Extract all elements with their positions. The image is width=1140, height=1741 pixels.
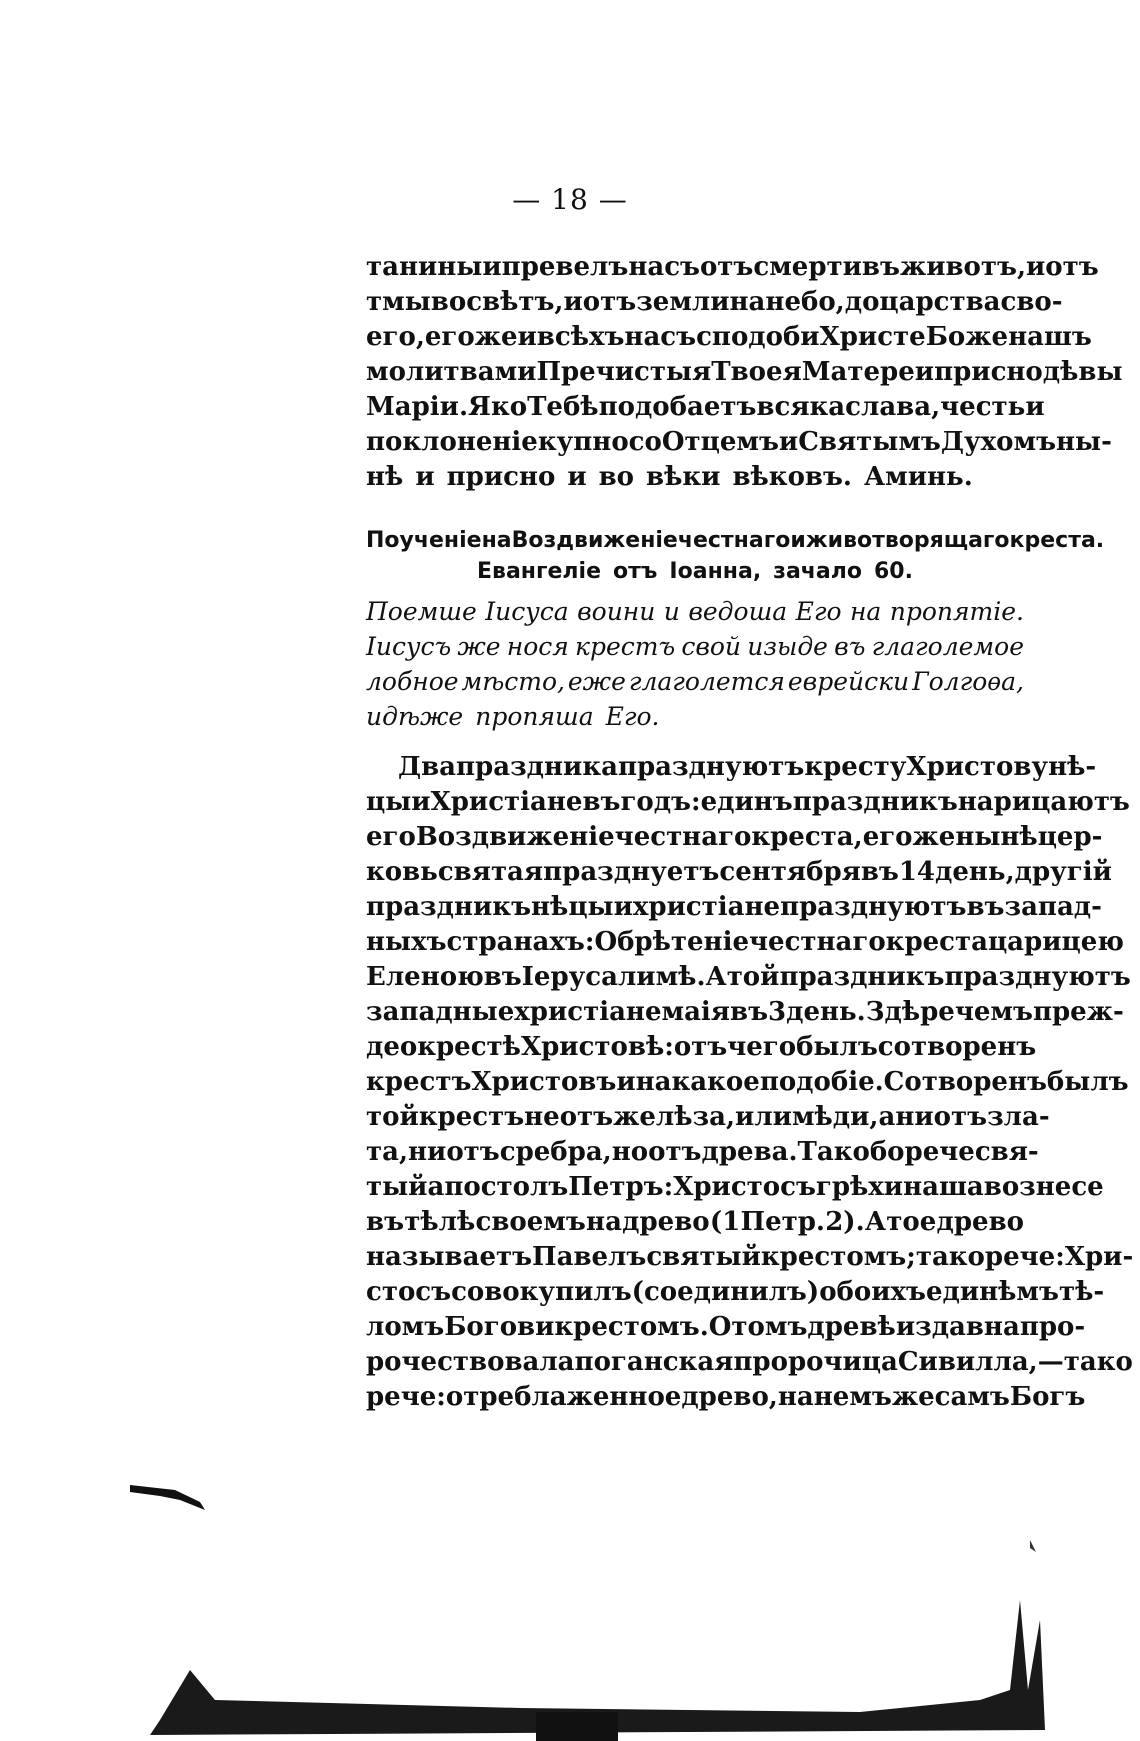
word: издавна <box>895 1312 1020 1342</box>
word: тый <box>366 1172 428 1202</box>
epigraph-line <box>366 629 1024 664</box>
word: Святымъ <box>798 427 941 457</box>
text-line <box>366 890 1102 925</box>
word: и <box>663 597 680 626</box>
word: де <box>366 1032 400 1062</box>
word: еже <box>567 667 626 696</box>
word: нѣ- <box>1048 752 1097 782</box>
word: свя- <box>974 1137 1039 1167</box>
word: ни <box>895 1102 934 1132</box>
word: А <box>864 1207 887 1237</box>
word: танины <box>366 252 483 282</box>
text-line <box>366 960 1131 995</box>
word: зачало <box>773 559 862 584</box>
word: праздника <box>456 752 618 782</box>
word: и <box>563 287 583 317</box>
word: тмы <box>366 287 431 317</box>
word: Богъ <box>1009 1382 1086 1412</box>
word: апостолъ <box>427 1172 569 1202</box>
word: день. <box>786 997 866 1027</box>
word: въ <box>366 1207 405 1237</box>
word: Воздвиженіе <box>511 528 678 553</box>
word: Его. <box>605 702 660 731</box>
word: Его <box>795 597 842 626</box>
word: Іерусалимѣ. <box>521 962 706 992</box>
word: царства <box>879 287 1001 317</box>
word: еврейски <box>787 667 910 696</box>
word: нашъ <box>1008 322 1092 352</box>
word: же <box>891 1382 935 1412</box>
word: Здѣ <box>865 997 921 1027</box>
text-line <box>366 925 1124 960</box>
word: наша <box>903 1172 984 1202</box>
word: Поученіе <box>366 528 482 553</box>
word: насъ <box>624 322 697 352</box>
heading-gospel <box>366 554 1024 589</box>
word: егоже <box>424 322 518 352</box>
word: и <box>567 462 587 492</box>
word: и <box>790 528 806 553</box>
word: во <box>598 462 635 492</box>
word: зла- <box>987 1102 1050 1132</box>
word: въ <box>730 997 769 1027</box>
word: и <box>415 462 435 492</box>
word: совокупилъ <box>451 1277 632 1307</box>
word: былъ <box>1046 1067 1129 1097</box>
word: животъ, <box>899 252 1026 282</box>
word: въ <box>861 252 900 282</box>
word: въ <box>582 787 621 817</box>
word: Два <box>398 752 457 782</box>
word: во <box>430 287 467 317</box>
word: своемъ <box>475 1207 586 1237</box>
word: и <box>778 427 799 457</box>
word: Хри- <box>1064 1242 1134 1272</box>
word: преж- <box>1032 997 1124 1027</box>
word: честь <box>940 392 1026 422</box>
word: на <box>481 528 512 553</box>
word: отъ <box>673 1032 728 1062</box>
word: Христе <box>819 322 926 352</box>
word: лобное <box>366 667 459 696</box>
word: отъ <box>1045 252 1099 282</box>
word: тое <box>886 1207 937 1237</box>
word: отъ <box>446 1137 500 1167</box>
word: крестъ <box>366 1067 472 1097</box>
word: западные <box>366 997 515 1027</box>
word: свѣтъ, <box>466 287 564 317</box>
word: отъ <box>582 287 637 317</box>
word: Іисуса <box>485 597 569 626</box>
word: Сивилла, <box>897 1347 1038 1377</box>
word: тако <box>915 1242 985 1272</box>
text-line <box>366 390 1045 425</box>
text-line <box>366 785 1130 820</box>
word: креста <box>885 927 988 957</box>
word: креста. <box>1009 528 1105 553</box>
word: изыде <box>747 632 828 661</box>
word: Воздвиженіе <box>415 822 615 852</box>
word: странахъ: <box>446 927 595 957</box>
text-line <box>366 1310 1086 1345</box>
word: томъ <box>731 1312 808 1342</box>
word: единѣмъ <box>925 1277 1059 1307</box>
word: идѣже <box>366 702 464 731</box>
text-line <box>366 1135 1039 1170</box>
paragraph-continuation <box>366 250 1123 495</box>
word: честнаго <box>677 528 791 553</box>
word: отъ <box>559 1102 614 1132</box>
word: на <box>729 287 766 317</box>
word: Евангеліе <box>477 559 602 584</box>
word: на <box>586 1207 622 1237</box>
word: 2). <box>825 1207 865 1237</box>
word: ломъ <box>366 1312 445 1342</box>
word: ни <box>408 1137 447 1167</box>
word: до <box>844 287 880 317</box>
text-line <box>366 855 1112 890</box>
word: отъ <box>933 1102 988 1132</box>
word: Обрѣтеніе <box>594 927 749 957</box>
word: празднуютъ <box>617 752 805 782</box>
word: маія <box>661 997 731 1027</box>
text-line <box>366 1275 1105 1310</box>
word: грѣхи <box>815 1172 904 1202</box>
word: А <box>705 962 727 992</box>
word: ковь <box>366 857 438 887</box>
word: отъ <box>699 252 754 282</box>
word: отъ <box>648 1137 702 1167</box>
text-line-last <box>366 460 1024 495</box>
word: желѣза, <box>613 1102 736 1132</box>
word: всяка <box>756 392 846 422</box>
word: и <box>1025 392 1045 422</box>
word: а <box>878 1102 896 1132</box>
text-line <box>366 1030 1037 1065</box>
word: но <box>611 1137 649 1167</box>
word: крестѣ <box>417 1032 521 1062</box>
word: всѣхъ <box>536 322 625 352</box>
word: крестъ <box>575 632 676 661</box>
word: въ <box>834 632 866 661</box>
word: не <box>524 1102 560 1132</box>
word: христіане <box>632 892 781 922</box>
word: и <box>482 252 502 282</box>
word: Матере <box>801 357 915 387</box>
word: про- <box>1019 1312 1086 1342</box>
text-line <box>366 1205 1024 1240</box>
word: на <box>635 1067 672 1097</box>
word: въ <box>860 857 899 887</box>
word: присно <box>446 462 556 492</box>
word: и <box>1026 252 1046 282</box>
word: та, <box>366 1137 409 1167</box>
word: нѣ <box>366 462 404 492</box>
word: Христовъ <box>471 1067 617 1097</box>
word: Пречистыя <box>536 357 712 387</box>
word: запад- <box>1004 892 1102 922</box>
word: сво- <box>1000 287 1063 317</box>
word: вѣки <box>646 462 721 492</box>
word: день, <box>935 857 1015 887</box>
word: и <box>517 322 537 352</box>
word: былъ <box>796 1032 878 1062</box>
word: цер- <box>1037 822 1103 852</box>
word: называетъ <box>366 1242 533 1272</box>
word: мѣсто, <box>461 667 565 696</box>
text-line <box>366 1240 1134 1275</box>
word: святый <box>646 1242 761 1272</box>
text-line <box>366 1380 1086 1415</box>
word: или <box>735 1102 792 1132</box>
word: самъ <box>934 1382 1010 1412</box>
word: Петръ: <box>568 1172 674 1202</box>
text-line <box>366 1100 1050 1135</box>
word: его <box>366 822 416 852</box>
word: Еленою <box>366 962 484 992</box>
text-line <box>366 250 1099 285</box>
word: Тебѣ <box>527 392 599 422</box>
paragraph-main <box>366 750 1134 1415</box>
word: смерти <box>753 252 862 282</box>
word: празднуютъ <box>780 892 967 922</box>
text-line <box>366 820 1103 855</box>
word: праздникъ <box>366 892 532 922</box>
word: животворящаго <box>805 528 1010 553</box>
word: Маріи. <box>366 392 469 422</box>
word: сотворенъ <box>877 1032 1037 1062</box>
word: кресту <box>804 752 907 782</box>
word: стосъ <box>366 1277 452 1307</box>
word: Іисусъ <box>366 632 452 661</box>
word: 3 <box>768 997 787 1027</box>
word: тѣлѣ <box>404 1207 476 1237</box>
word: рочествовала <box>366 1347 575 1377</box>
text-line <box>366 425 1112 460</box>
word: пророчица <box>733 1347 898 1377</box>
word: речемъ <box>920 997 1033 1027</box>
word: сподоби <box>696 322 820 352</box>
word: мѣди, <box>791 1102 879 1132</box>
word: Яко <box>468 392 528 422</box>
word: глаголемое <box>871 632 1024 661</box>
word: древа. <box>701 1137 798 1167</box>
word: треблаженное <box>463 1382 682 1412</box>
word: той <box>726 962 780 992</box>
word: 60. <box>873 559 913 584</box>
word: обоихъ <box>819 1277 926 1307</box>
word: Аминь. <box>863 462 973 492</box>
word: Духомъ <box>940 427 1057 457</box>
page-number: — 18 — <box>512 183 628 216</box>
word: Христовѣ: <box>520 1032 674 1062</box>
word: честнаго <box>749 927 886 957</box>
word: Сотворенъ <box>883 1067 1047 1097</box>
word: крестомъ; <box>760 1242 916 1272</box>
word: крестъ <box>418 1102 525 1132</box>
word: рече <box>904 1137 975 1167</box>
text-line <box>366 355 1123 390</box>
text-line <box>366 1170 1104 1205</box>
word: нынѣ <box>955 822 1038 852</box>
word: древо <box>936 1207 1024 1237</box>
word: тѣ- <box>1058 1277 1105 1307</box>
word: праздникъ <box>792 787 958 817</box>
word: о <box>399 1032 418 1062</box>
word: на <box>849 597 882 626</box>
word: годъ: <box>620 787 701 817</box>
word: праздникъ <box>779 962 945 992</box>
word: Твоея <box>711 357 802 387</box>
word: цыи <box>366 787 431 817</box>
word: воини <box>577 597 656 626</box>
word: слава, <box>845 392 941 422</box>
text-line <box>366 320 1092 355</box>
word: празднуютъ <box>944 962 1131 992</box>
word: вѣковъ. <box>732 462 852 492</box>
word: поганская <box>574 1347 734 1377</box>
word: Тако <box>797 1137 870 1167</box>
word: другій <box>1014 857 1112 887</box>
word: земли <box>636 287 730 317</box>
word: подобаетъ <box>598 392 757 422</box>
word: Іоанна, <box>669 559 762 584</box>
word: той <box>366 1102 419 1132</box>
word: О <box>708 1312 732 1342</box>
word: немъ <box>813 1382 892 1412</box>
word: сребра, <box>499 1137 612 1167</box>
word: егоже <box>862 822 956 852</box>
word: пропятіе. <box>889 597 1024 626</box>
section-heading <box>366 523 1105 558</box>
word: насъ <box>628 252 700 282</box>
word: царицею <box>987 927 1124 957</box>
word: древо, <box>681 1382 778 1412</box>
word: же <box>457 632 501 661</box>
word: глаголется <box>628 667 785 696</box>
word: со <box>628 427 662 457</box>
word: празднуетъ <box>543 857 720 887</box>
word: — <box>1037 1347 1064 1377</box>
word: Петр. <box>740 1207 825 1237</box>
word: подобіе. <box>759 1067 884 1097</box>
word: Богови <box>444 1312 555 1342</box>
word: свой <box>681 632 742 661</box>
word: пропяша <box>475 702 594 731</box>
word: древѣ <box>807 1312 896 1342</box>
heading-title <box>366 523 1105 558</box>
word: креста, <box>751 822 863 852</box>
word: вознесе <box>983 1172 1104 1202</box>
word: древо <box>622 1207 710 1237</box>
word: приснодѣвы <box>934 357 1123 387</box>
word: какое <box>671 1067 760 1097</box>
word: Отцемъ <box>661 427 779 457</box>
text-line <box>366 750 1097 785</box>
epigraph-line-last <box>366 699 1024 734</box>
word: купно <box>537 427 629 457</box>
text-line <box>366 1345 1133 1380</box>
word: Боже <box>925 322 1009 352</box>
word: Павелъ <box>532 1242 647 1272</box>
word: святая <box>437 857 544 887</box>
word: Поемше <box>366 597 477 626</box>
word: молитвами <box>366 357 537 387</box>
word: Христосъ <box>673 1172 816 1202</box>
word: поклоненіе <box>366 427 538 457</box>
word: отъ <box>613 559 658 584</box>
word: Христову <box>906 752 1049 782</box>
epigraph-line <box>366 664 1024 699</box>
word: христіане <box>514 997 662 1027</box>
text-line <box>366 995 1124 1030</box>
word: Христіане <box>430 787 583 817</box>
word: нося <box>506 632 569 661</box>
epigraph <box>366 594 1024 734</box>
word: чего <box>727 1032 797 1062</box>
word: въ <box>966 892 1005 922</box>
word: о <box>445 1382 464 1412</box>
word: на <box>777 1382 814 1412</box>
word: въ <box>483 962 522 992</box>
word: небо, <box>765 287 845 317</box>
word: (соединилъ) <box>631 1277 820 1307</box>
word: нѣцыи <box>531 892 633 922</box>
word: рече: <box>366 1382 446 1412</box>
word: ны- <box>1056 427 1112 457</box>
word: превелъ <box>501 252 629 282</box>
word: (1 <box>709 1207 741 1237</box>
epigraph-line <box>366 594 1024 629</box>
word: Голгоѳа, <box>912 667 1024 696</box>
word: ведоша <box>688 597 788 626</box>
word: ныхъ <box>366 927 447 957</box>
word: 14 <box>898 857 936 887</box>
word: сентября <box>719 857 861 887</box>
text-line <box>366 285 1063 320</box>
word: бо <box>869 1137 905 1167</box>
text-line <box>366 1065 1129 1100</box>
word: честнаго <box>614 822 752 852</box>
word: рече: <box>984 1242 1065 1272</box>
word: и <box>914 357 935 387</box>
word: крестомъ. <box>554 1312 709 1342</box>
word: тако <box>1063 1347 1133 1377</box>
word: нарицаютъ <box>957 787 1130 817</box>
word: и <box>616 1067 636 1097</box>
word: его, <box>366 322 425 352</box>
word: единъ <box>700 787 793 817</box>
